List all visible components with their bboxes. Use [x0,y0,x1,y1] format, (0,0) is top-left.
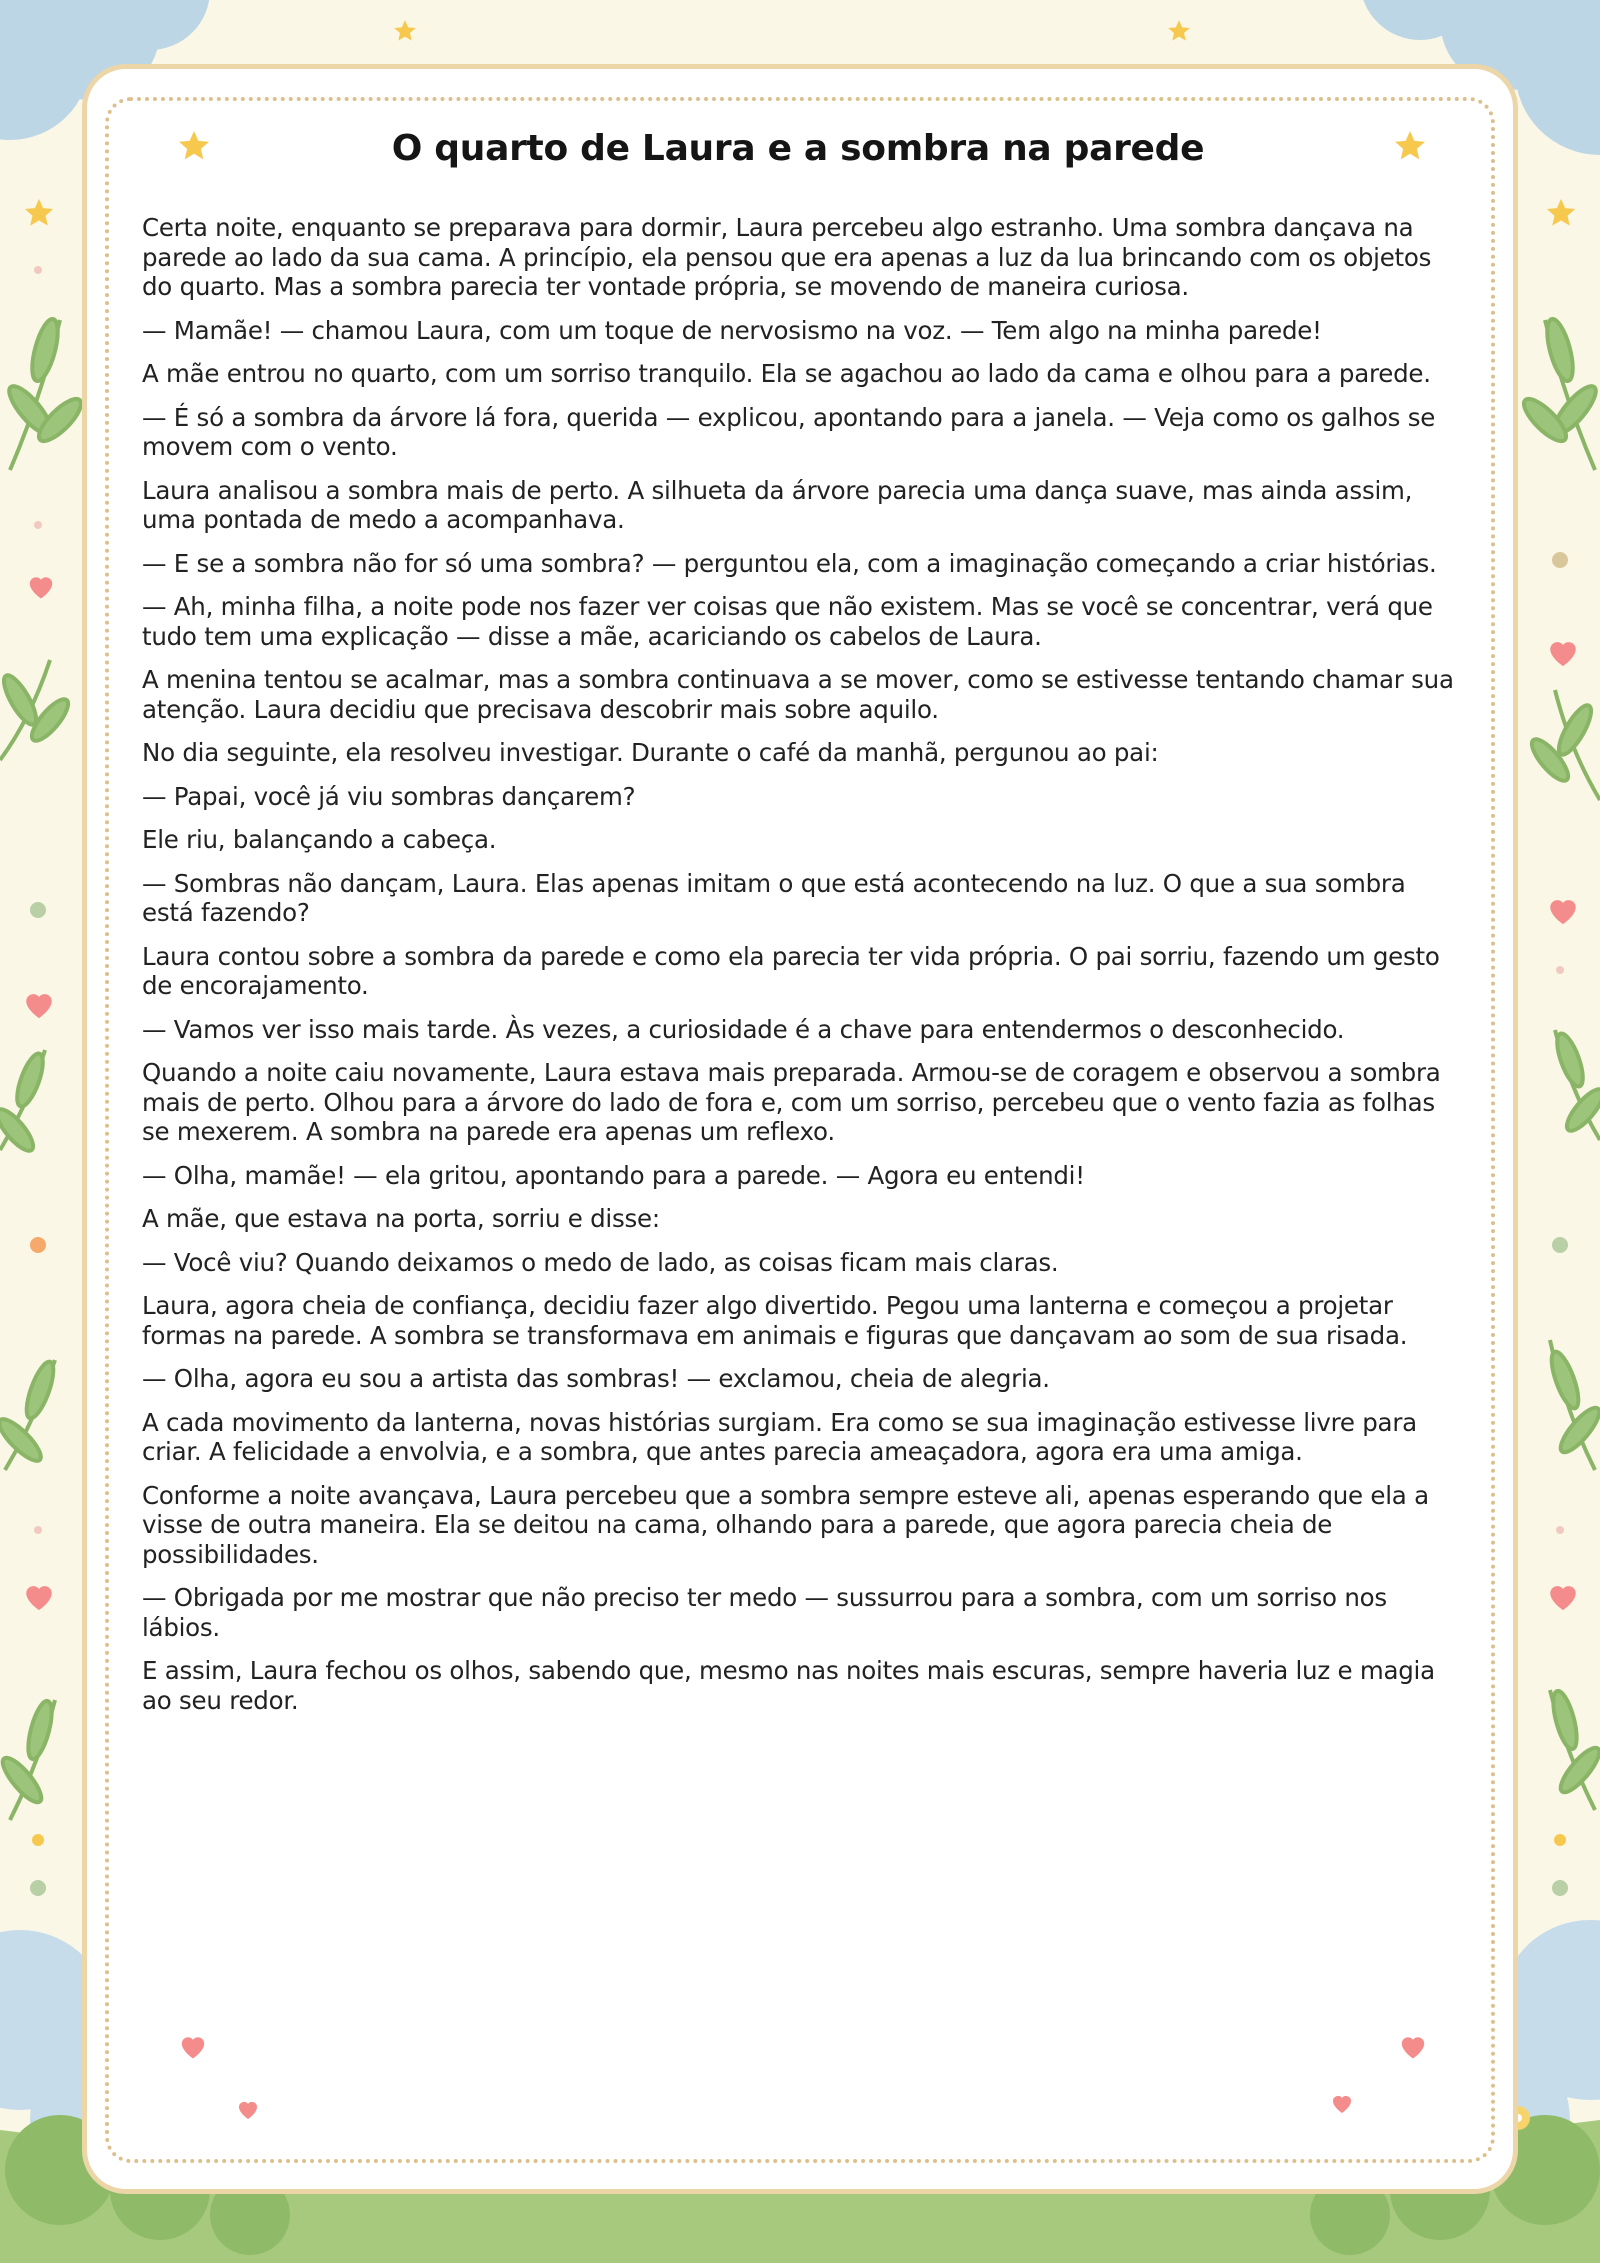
paragraph: No dia seguinte, ela resolveu investigar. Durante o café da manhã, pergunou ao pai: [142,738,1159,767]
paragraph: A cada movimento da lanterna, novas histórias surgiam. Era como se sua imaginação estivesse livre para criar. A felicidade a envolvia, e a sombra, que antes parecia ameaçadora, agora era uma amiga. [142,1407,1417,1466]
heart-icon [178,2032,208,2060]
paragraph: — Vamos ver isso mais tarde. Às vezes, a curiosidade é a chave para entendermos o desconhecido. [142,1014,1345,1044]
paragraph: — E se a sombra não for só uma sombra? — perguntou ela, com a imaginação começando a criar histórias. [142,548,1437,578]
paragraph: Quando a noite caiu novamente, Laura estava mais preparada. Armou-se de coragem e observou a sombra mais de perto. Olhou para a árvore do lado de fora e, com um sorriso, percebeu que o vento fazia as folhas se mexerem. A sombra na parede era apenas um reflexo. [142,1058,1441,1146]
paragraph: — Papai, você já viu sombras dançarem? [142,781,636,811]
star-icon [1392,128,1428,164]
leaf-branch-icon [0,1699,56,1820]
paragraph: — Olha, mamãe! — ela gritou, apontando para a parede. — Agora eu entendi! [142,1160,1085,1190]
paragraph: Conforme a noite avançava, Laura percebeu que a sombra sempre esteve ali, apenas esperando que ela a visse de outra maneira. Ela se deitou na cama, olhando para a parede, que agora parecia cheia de possibilidades. [142,1480,1429,1569]
paragraph: E assim, Laura fechou os olhos, sabendo que, mesmo nas noites mais escuras, sempre haveria luz e magia ao seu redor. [142,1656,1435,1715]
page-title: O quarto de Laura e a sombra na parede [391,128,1205,169]
paragraph: — É só a sombra da árvore lá fora, querida — explicou, apontando para a janela. — Veja como os galhos se movem com o vento. [142,402,1436,461]
paragraph: — Sombras não dançam, Laura. Elas apenas imitam o que está acontecendo na luz. O que a sua sombra está fazendo? [142,868,1406,927]
leaf-branch-icon [3,317,87,470]
leaf-branch-icon [1526,690,1600,800]
paragraph: A menina tentou se acalmar, mas a sombra continuava a se mover, como se estivesse tentando chamar sua atenção. Laura decidiu que precisava descobrir mais sobre aquilo. [142,665,1454,724]
star-icon [22,196,56,230]
leaf-branch-icon [1552,1030,1600,1140]
heart-icon [1546,894,1580,926]
leaf-branch-icon [0,1050,48,1156]
heart-icon [22,988,56,1020]
star-icon [392,18,418,44]
paragraph: A mãe entrou no quarto, com um sorriso tranquilo. Ela se agachou ao lado da cama e olhou para a parede. [142,359,1431,388]
leaf-branch-icon [1549,1689,1600,1810]
paragraph: Certa noite, enquanto se preparava para dormir, Laura percebeu algo estranho. Uma sombra dançava na parede ao lado da sua cama. A princípio, ela pensou que era apenas a luz da lua brincando com os objetos do quarto. Mas a sombra parecia ter vontade própria, se movendo de maneira curiosa. [142,213,1432,301]
leaf-branch-icon [0,660,74,760]
paragraph: Laura, agora cheia de confiança, decidiu fazer algo divertido. Pegou uma lanterna e começou a projetar formas na parede. A sombra se transformava em animais e figuras que dançavam ao som de sua risada. [142,1291,1408,1350]
leaf-branch-icon [1518,317,1600,470]
paragraph: — Ah, minha filha, a noite pode nos fazer ver coisas que não existem. Mas se você se concentrar, verá que tudo tem uma explicação — disse a mãe, acariciando os cabelos de Laura. [142,592,1433,651]
paragraph: — Mamãe! — chamou Laura, com um toque de nervosismo na voz. — Tem algo na minha parede! [142,315,1322,345]
paragraph: — Você viu? Quando deixamos o medo de lado, as coisas ficam mais claras. [142,1247,1059,1277]
heart-icon [22,1580,56,1612]
heart-icon [236,2098,260,2120]
heart-icon [1398,2032,1428,2060]
leaf-branch-icon [0,1359,59,1470]
paragraph: — Obrigada por me mostrar que não preciso ter medo — sussurrou para a sombra, com um sorriso nos lábios. [142,1583,1387,1642]
star-icon [176,128,212,164]
paragraph: Ele riu, balançando a cabeça. [142,825,497,854]
star-icon [1544,196,1578,230]
leaf-branch-icon [1546,1340,1600,1470]
story-body [142,213,1454,1715]
heart-icon [1330,2092,1354,2114]
heart-icon [1546,636,1580,668]
paragraph: A mãe, que estava na porta, sorriu e disse: [142,1204,660,1233]
paragraph: — Olha, agora eu sou a artista das sombras! — exclamou, cheia de alegria. [142,1364,1050,1393]
star-icon [1166,18,1192,44]
story-content [142,128,1454,1729]
paragraph: Laura analisou a sombra mais de perto. A silhueta da árvore parecia uma dança suave, mas ainda assim, uma pontada de medo a acompanhava. [142,475,1413,534]
heart-icon [26,572,56,600]
paragraph: Laura contou sobre a sombra da parede e como ela parecia ter vida própria. O pai sorriu, fazendo um gesto de encorajamento. [142,941,1440,1000]
heart-icon [1546,1580,1580,1612]
